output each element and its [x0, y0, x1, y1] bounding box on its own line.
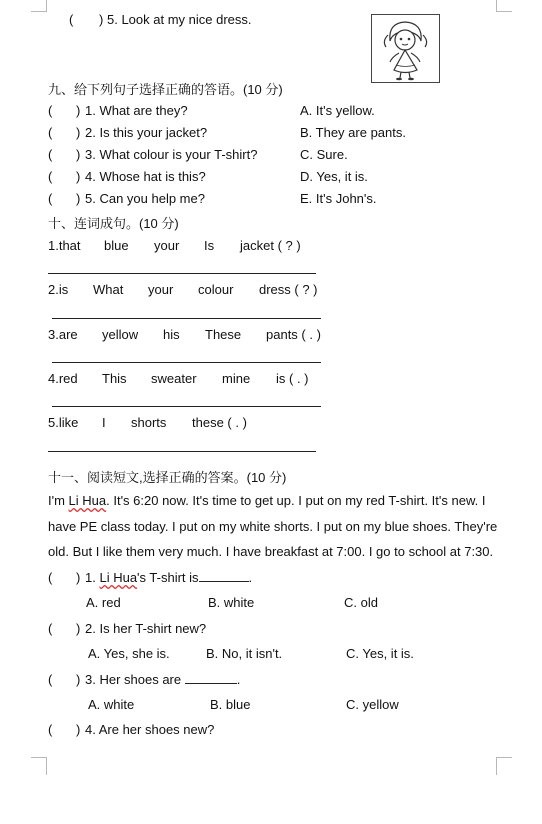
passage-line-1: [48, 493, 485, 508]
fill-blank[interactable]: [185, 673, 237, 684]
scrambled-word: yellow: [102, 327, 139, 342]
section-10-title: 十、连词成句。(10 分): [48, 216, 179, 231]
crop-mark-bottom-right: [496, 757, 497, 775]
crop-mark-top-right-h: [496, 11, 512, 12]
question-number: 1.: [85, 570, 100, 585]
answer-paren-close: ): [76, 621, 81, 636]
choice-option[interactable]: B. white: [208, 595, 255, 610]
question-text: [85, 570, 252, 585]
passage-line-3: old. But I like them very much. I have breakfast at 7:00. I go to school at 7:30.: [48, 544, 494, 559]
answer-paren-open[interactable]: (: [48, 147, 53, 162]
answer-paren-open[interactable]: (: [48, 722, 53, 737]
scrambled-word: mine: [222, 371, 251, 386]
scrambled-word: These: [205, 327, 242, 342]
answer-paren-close: ): [76, 147, 81, 162]
answer-option: A. It's yellow.: [300, 103, 375, 118]
scrambled-word: Is: [204, 238, 215, 253]
answer-option: B. They are pants.: [300, 125, 406, 140]
answer-paren-open[interactable]: (: [48, 672, 53, 687]
answer-line[interactable]: [52, 318, 321, 319]
girl-in-dress-illustration: [371, 14, 440, 83]
question-text: 3. What colour is your T-shirt?: [85, 147, 258, 162]
answer-paren-open[interactable]: (: [48, 125, 53, 140]
question-text: [85, 672, 240, 687]
answer-line[interactable]: [48, 273, 316, 274]
choice-option[interactable]: C. old: [344, 595, 378, 610]
answer-paren-open[interactable]: (: [48, 103, 53, 118]
scrambled-word: What: [93, 282, 124, 297]
scrambled-word: 2.is: [48, 282, 69, 297]
answer-paren-open[interactable]: (: [48, 191, 53, 206]
scrambled-word: 4.red: [48, 371, 78, 386]
answer-paren-close: ): [76, 570, 81, 585]
answer-paren-close: ): [76, 103, 81, 118]
choice-option[interactable]: A. Yes, she is.: [88, 646, 170, 661]
question-stem: 3. Her shoes are: [85, 672, 182, 687]
crop-mark-top-left-h: [31, 11, 47, 12]
section-9-title: 九、给下列句子选择正确的答语。(10 分): [48, 82, 283, 97]
question-text: 4. Are her shoes new?: [85, 722, 215, 737]
answer-paren-close: ): [76, 125, 81, 140]
girl-icon: [372, 15, 439, 82]
passage-line-2: have PE class today. I put on my white shorts. I put on my blue shoes. They're: [48, 519, 498, 534]
question-text: 5. Look at my nice dress.: [107, 12, 252, 27]
answer-paren-close: ): [76, 722, 81, 737]
passage-name: Li Hua: [68, 493, 107, 508]
passage-text: I'm: [48, 493, 69, 508]
choice-option[interactable]: C. yellow: [346, 697, 399, 712]
answer-paren-close: ): [99, 12, 104, 27]
choice-option[interactable]: C. Yes, it is.: [346, 646, 414, 661]
fill-blank[interactable]: [199, 571, 249, 582]
scrambled-word: 1.that: [48, 238, 81, 253]
scrambled-word: is ( . ): [276, 371, 309, 386]
crop-mark-bottom-left-h: [31, 757, 47, 758]
answer-paren-open[interactable]: (: [48, 169, 53, 184]
scrambled-word: jacket ( ? ): [240, 238, 301, 253]
answer-paren-open[interactable]: (: [69, 12, 74, 27]
question-end: .: [248, 570, 253, 585]
scrambled-word: This: [102, 371, 127, 386]
question-text: 2. Is her T-shirt new?: [85, 621, 207, 636]
scrambled-word: dress ( ? ): [259, 282, 318, 297]
scrambled-word: shorts: [131, 415, 167, 430]
question-text: 2. Is this your jacket?: [85, 125, 208, 140]
scrambled-word: 3.are: [48, 327, 78, 342]
scrambled-word: I: [102, 415, 106, 430]
scrambled-word: your: [148, 282, 174, 297]
choice-option[interactable]: B. No, it isn't.: [206, 646, 283, 661]
scrambled-word: colour: [198, 282, 234, 297]
answer-line[interactable]: [52, 362, 321, 363]
answer-paren-close: ): [76, 169, 81, 184]
crop-mark-bottom-right-h: [496, 757, 512, 758]
answer-line[interactable]: [52, 406, 321, 407]
answer-option: C. Sure.: [300, 147, 348, 162]
passage-text: . It's 6:20 now. It's time to get up. I put on my red T-shirt. It's new. I: [106, 493, 486, 508]
scrambled-word: his: [163, 327, 180, 342]
question-text: 5. Can you help me?: [85, 191, 205, 206]
scrambled-word: sweater: [151, 371, 197, 386]
scrambled-word: pants ( . ): [266, 327, 321, 342]
question-end: .: [236, 672, 241, 687]
question-text: 4. Whose hat is this?: [85, 169, 206, 184]
answer-paren-close: ): [76, 672, 81, 687]
scrambled-word: these ( . ): [192, 415, 247, 430]
answer-option: E. It's John's.: [300, 191, 377, 206]
answer-paren-open[interactable]: (: [48, 621, 53, 636]
section-11-title: 十一、阅读短文,选择正确的答案。(10 分): [48, 470, 287, 485]
answer-paren-open[interactable]: (: [48, 570, 53, 585]
answer-line[interactable]: [48, 451, 316, 452]
choice-option[interactable]: A. red: [86, 595, 121, 610]
scrambled-word: blue: [104, 238, 129, 253]
question-text: 1. What are they?: [85, 103, 188, 118]
scrambled-word: your: [154, 238, 180, 253]
answer-option: D. Yes, it is.: [300, 169, 368, 184]
question-stem: 's T-shirt is: [137, 570, 199, 585]
scrambled-word: 5.like: [48, 415, 79, 430]
choice-option[interactable]: A. white: [88, 697, 135, 712]
crop-mark-bottom-left: [46, 757, 47, 775]
answer-paren-close: ): [76, 191, 81, 206]
choice-option[interactable]: B. blue: [210, 697, 251, 712]
question-name: Li Hua: [99, 570, 138, 585]
